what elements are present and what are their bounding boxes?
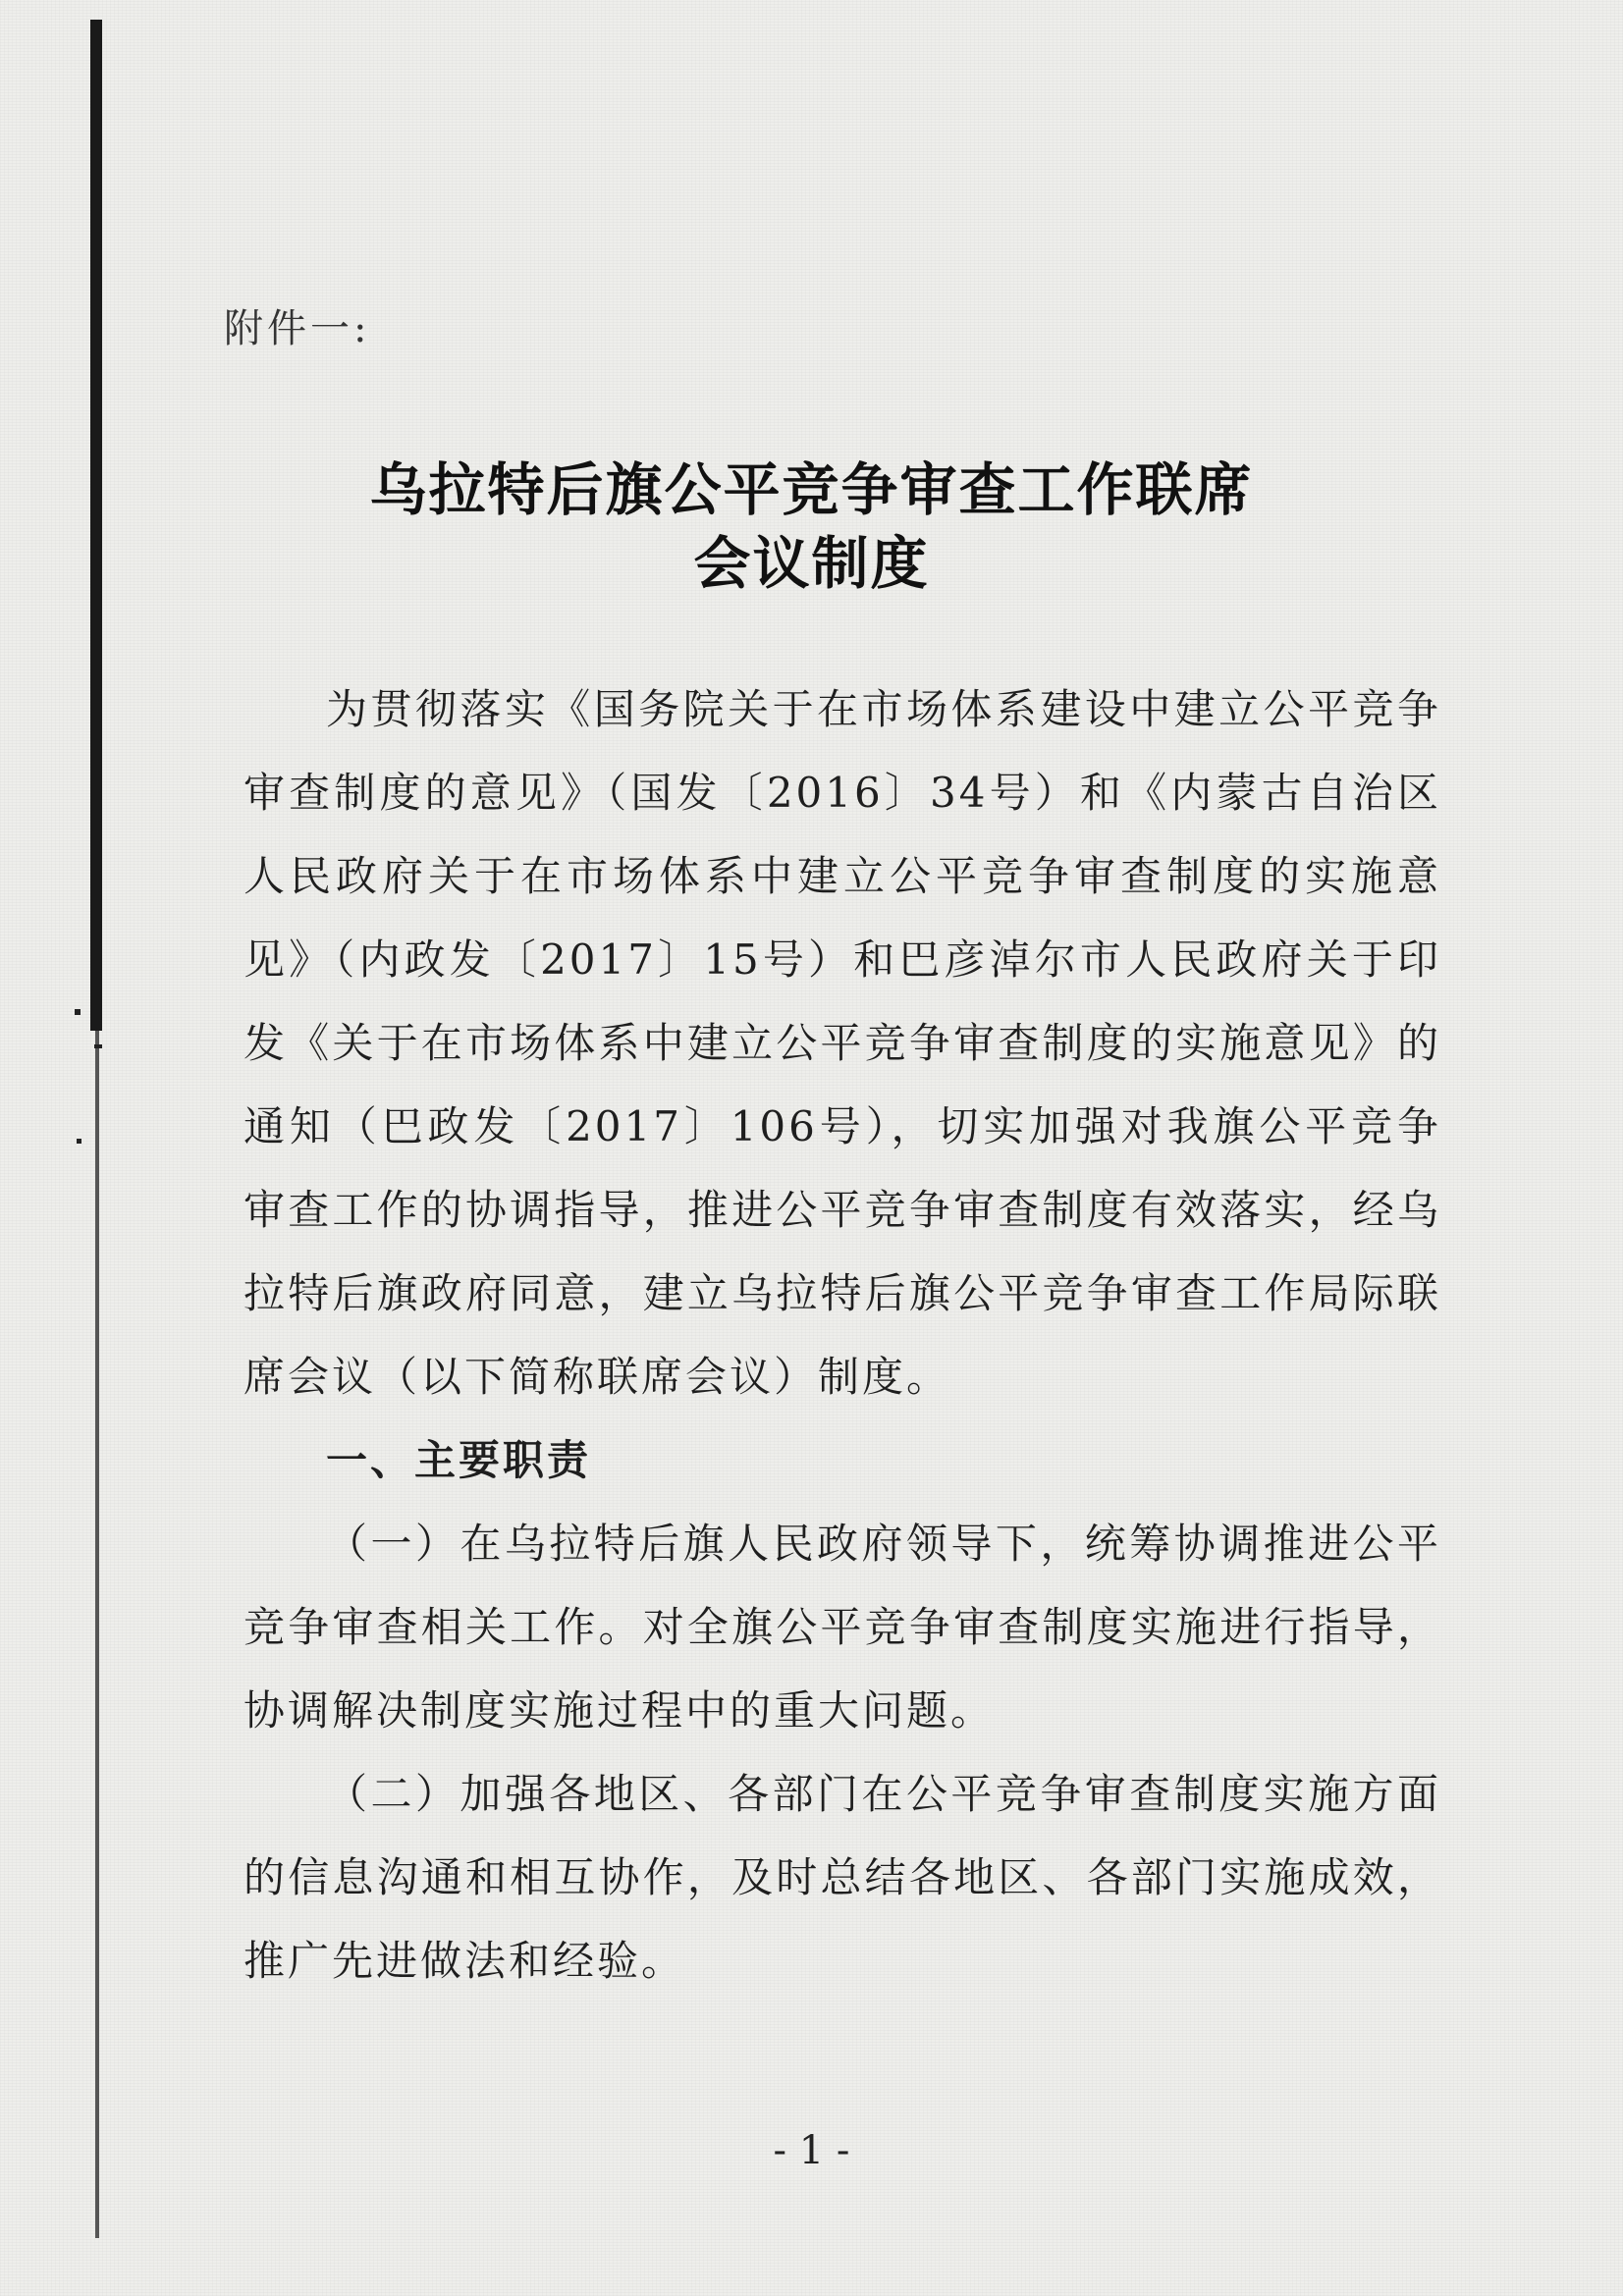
intro-paragraph: 为贯彻落实《国务院关于在市场体系建设中建立公平竞争审查制度的意见》（国发〔2016〕34号）和《内蒙古自治区人民政府关于在市场体系中建立公平竞争审查制度的实施意见》（内政发〔2017〕15号）和巴彦淖尔市人民政府关于印发《关于在市场体系中建立公平竞争审查制度的实施意见》的通知（巴政发〔2017〕106号），切实加强对我旗公平竞争审查工作的协调指导，推进公平竞争审查制度有效落实，经乌拉特后旗政府同意，建立乌拉特后旗公平竞争审查工作局际联席会议（以下简称联席会议）制度。 <box>243 685 1441 1401</box>
document-title-line-1: 乌拉特后旗公平竞争审查工作联席 <box>369 456 1254 523</box>
scan-speck <box>94 1044 102 1048</box>
page-number: - 1 - <box>773 2128 850 2173</box>
document-title-line-2: 会议制度 <box>693 530 930 597</box>
section-heading: 一、主要职责 <box>326 1436 592 1484</box>
scan-edge-mark-lower <box>95 1031 99 2238</box>
attachment-label: 附件一: <box>224 306 371 351</box>
scan-speck <box>77 1139 81 1144</box>
duty-item-1: （一）在乌拉特后旗人民政府领导下，统筹协调推进公平竞争审查相关工作。对全旗公平竞争审查制度实施进行指导，协调解决制度实施过程中的重大问题。 <box>243 1520 1441 1735</box>
duty-item-2: （二）加强各地区、各部门在公平竞争审查制度实施方面的信息沟通和相互协作，及时总结各地区、各部门实施成效，推广先进做法和经验。 <box>243 1770 1441 1985</box>
document-body <box>243 667 1441 2002</box>
scan-speck <box>75 1009 81 1015</box>
